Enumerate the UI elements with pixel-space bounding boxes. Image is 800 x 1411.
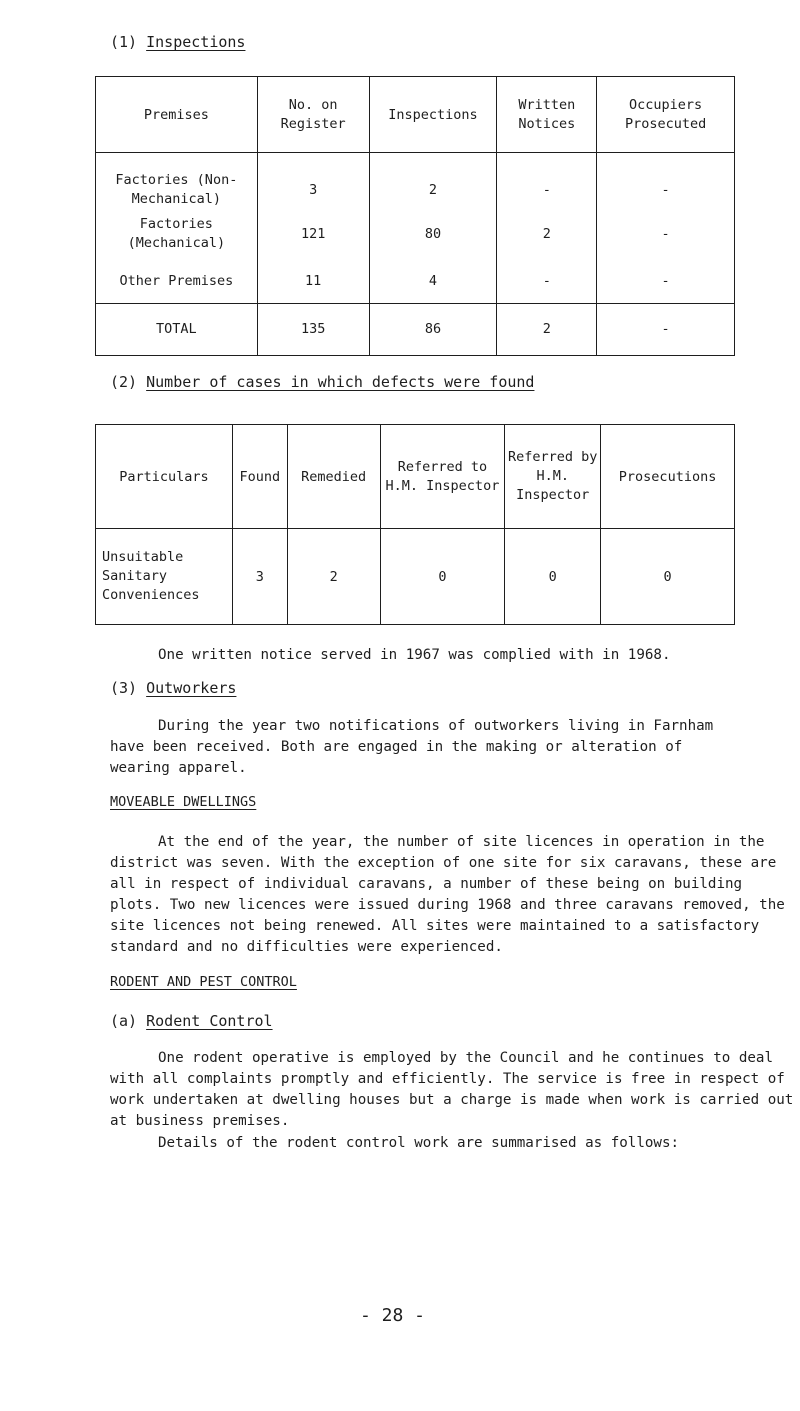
referred-by-cell: 0 [505,529,601,625]
page-number: - 28 - [360,1305,426,1326]
notices-cell: 2 [497,209,597,259]
prosecuted-cell: - [597,153,735,210]
col-remedied: Remedied [287,425,380,529]
col-register: No. on Register [257,77,369,153]
section3-number: (3) [110,679,138,697]
complied-note: One written notice served in 1967 was complied with in 1968. [158,647,671,663]
col-prosecutions: Prosecutions [601,425,735,529]
notices-cell: - [497,153,597,210]
table-row [96,259,735,303]
rodent-subheading [110,1012,273,1030]
total-notices: 2 [497,303,597,355]
col-referred-by: Referred by H.M. Inspector [505,425,601,529]
section2-title: Number of cases in which defects were found [146,373,535,391]
moveable-paragraph: At the end of the year, the number of site licences in operation in the district was seven. With the exception of one site for six caravans, these are all in respect of individual caravans, a number of these being on building plots. Two new licences were issued during 1968 and three caravans removed, the site licences not being renewed. All sites were maintained to a satisfactory standard and no difficulties were experienced. [110,834,785,955]
inspections-cell: 2 [369,153,497,210]
col-premises: Premises [96,77,258,153]
premises-cell: Factories (Mechanical) [96,209,258,259]
section1-heading [110,33,245,51]
total-label: TOTAL [96,303,258,355]
premises-cell: Other Premises [96,259,258,303]
register-cell: 11 [257,259,369,303]
col-inspections: Inspections [369,77,497,153]
table-row [96,209,735,259]
section2-number: (2) [110,373,138,391]
table-row [96,529,735,625]
defects-table [95,424,735,625]
rodent-paragraph: One rodent operative is employed by the Council and he continues to deal with all complaints promptly and efficiently. The service is free in respect of work undertaken at dwelling houses but a charge is made when work is carried out at business premises. [110,1050,794,1129]
particulars-cell: Unsuitable Sanitary Conveniences [96,529,233,625]
prosecutions-cell: 0 [601,529,735,625]
col-found: Found [232,425,287,529]
outworkers-paragraph: During the year two notifications of outworkers living in Farnham have been received. Both are engaged in the making or alteration of wearing apparel. [110,718,714,776]
section3-title: Outworkers [146,679,237,697]
rodent-sub-number: (a) [110,1012,138,1030]
notices-cell: - [497,259,597,303]
total-row [96,303,735,355]
col-notices: Written Notices [497,77,597,153]
table-row [96,153,735,210]
inspections-table [95,76,735,356]
register-cell: 121 [257,209,369,259]
col-referred-to: Referred to H.M. Inspector [380,425,505,529]
referred-to-cell: 0 [380,529,505,625]
inspections-header-row [96,77,735,153]
rodent-heading: RODENT AND PEST CONTROL [110,974,297,990]
section1-number: (1) [110,33,138,51]
section2-heading [110,373,534,391]
found-cell: 3 [232,529,287,625]
premises-cell: Factories (Non-Mechanical) [96,153,258,210]
prosecuted-cell: - [597,209,735,259]
register-cell: 3 [257,153,369,210]
total-prosecuted: - [597,303,735,355]
prosecuted-cell: - [597,259,735,303]
section3-heading [110,679,236,697]
remedied-cell: 2 [287,529,380,625]
section1-title: Inspections [146,33,246,51]
rodent-details: Details of the rodent control work are summarised as follows: [158,1135,680,1151]
total-register: 135 [257,303,369,355]
total-inspections: 86 [369,303,497,355]
inspections-cell: 80 [369,209,497,259]
col-particulars: Particulars [96,425,233,529]
moveable-heading: MOVEABLE DWELLINGS [110,794,257,810]
defects-header-row [96,425,735,529]
rodent-sub-title: Rodent Control [146,1012,273,1030]
inspections-cell: 4 [369,259,497,303]
col-prosecuted: Occupiers Prosecuted [597,77,735,153]
